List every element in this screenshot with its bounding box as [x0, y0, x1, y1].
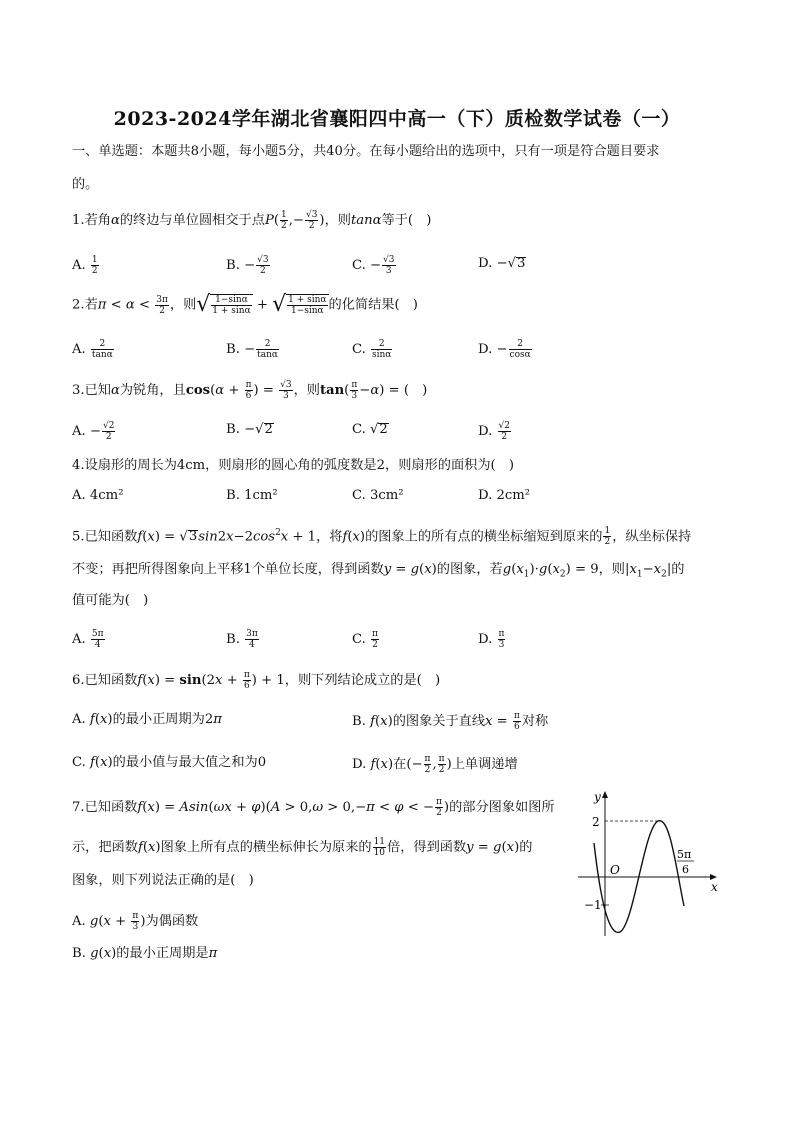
- q4-option-b[interactable]: B. 1cm²: [226, 488, 278, 503]
- q4-option-c[interactable]: C. 3cm²: [352, 488, 404, 503]
- q2-stem: 2.若π < α < $\frac{3\pi}{2}$ ，则√ $\frac{1-\sin\alpha}{1 + \sin\alpha}$ + √ $\frac{1 + \sin\alpha}{1-\sin\alpha}$ 的化简结果( ): [72, 292, 418, 317]
- tick-label-5pi-den: 6: [682, 863, 689, 876]
- q5-line1: 5.已知函数$f(x) = √3\sin 2x-2\cos^2x + 1$，将f(x)的图象上的所有点的横坐标缩短到原来的 $\frac{1}{2}$ ，纵坐标保持: [72, 526, 692, 548]
- q4-option-a[interactable]: A. 4cm²: [72, 488, 124, 503]
- q2-option-b[interactable]: B. − $\frac{2}{\tan\alpha}$: [226, 339, 278, 360]
- tick-label-2: 2: [592, 815, 600, 829]
- q7-option-b[interactable]: B. g(x)的最小正周期是π: [72, 946, 218, 961]
- q4-stem: 4.设扇形的周长为4cm，则扇形的圆心角的弧度数是2，则扇形的面积为( ): [72, 458, 514, 473]
- q2-option-d[interactable]: D. − $\frac{2}{\cos\alpha}$: [478, 339, 531, 360]
- q1-stem: 1.若角α的终边与单位圆相交于点P( $\frac{1}{2}$ ,− $\frac{√3}{2}$ )，则tanα等于( ): [72, 210, 432, 231]
- q5-option-d[interactable]: D. $\frac{\pi}{3}$: [478, 629, 505, 650]
- q7-line2: 示，把函数f(x)图象上所有点的横坐标伸长为原来的 $\frac{11}{10}$ 倍，得到函数y = g(x)的: [72, 837, 533, 858]
- q1-option-b[interactable]: B. − $\frac{√3}{2}$: [226, 255, 269, 276]
- page-title: 2023-2024学年湖北省襄阳四中高一（下）质检数学试卷（一）: [113, 108, 681, 130]
- q5-option-c[interactable]: C. $\frac{\pi}{2}$: [352, 629, 378, 650]
- q6-option-b[interactable]: B. f(x)的图象关于直线x = $\frac{\pi}{6}$ 对称: [352, 711, 549, 732]
- origin-label: O: [610, 863, 620, 877]
- q1-option-a[interactable]: A. $\frac{1}{2}$: [72, 255, 98, 276]
- q5-line2: 不变；再把所得图象向上平移1个单位长度，得到函数y = g(x)的图象，若$g(x_1)\cdot g(x_2) = 9$，则$|x_1-x_2|$的: [72, 562, 685, 580]
- y-axis-label: y: [594, 790, 601, 804]
- q3-option-b[interactable]: B. −√2: [226, 422, 273, 437]
- q1-option-d[interactable]: D. −√3: [478, 256, 526, 271]
- y-axis-arrow: [602, 791, 608, 798]
- q6-option-c[interactable]: C. f(x)的最小值与最大值之和为0: [72, 755, 267, 770]
- q2-option-a[interactable]: A. $\frac{2}{\tan\alpha}$: [72, 339, 113, 360]
- tick-label-neg1: −1: [584, 898, 602, 912]
- q1-option-c[interactable]: C. − $\frac{√3}{3}$: [352, 255, 395, 276]
- q3-option-d[interactable]: D. $\frac{√2}{2}$: [478, 421, 510, 442]
- q3-stem: 3.已知α为锐角，且cos(α + $\frac{\pi}{6}$ ) = $\frac{√3}{3}$ ，则tan( $\frac{\pi}{3}$ −α) = ( ): [72, 380, 428, 401]
- q5-option-a[interactable]: A. $\frac{5\pi}{4}$: [72, 629, 104, 650]
- q3-option-a[interactable]: A. − $\frac{√2}{2}$: [72, 421, 115, 442]
- q4-option-d[interactable]: D. 2cm²: [478, 488, 531, 503]
- q6-stem: 6.已知函数f(x) = sin(2x + $\frac{\pi}{6}$ ) + 1，则下列结论成立的是( ): [72, 670, 441, 691]
- q7-function-graph: [572, 788, 722, 938]
- q7-line3: 图象，则下列说法正确的是( ): [72, 873, 254, 888]
- q7-line1: 7.已知函数f(x) = Asin(ωx + φ)(A > 0,ω > 0,−π < φ < − $\frac{\pi}{2}$ )的部分图象如图所: [72, 797, 555, 818]
- q6-option-d[interactable]: D. f(x)在(− $\frac{\pi}{2}$ , $\frac{\pi}{2}$ )上单调递增: [352, 754, 518, 775]
- section-heading-line1: 一、单选题：本题共8小题，每小题5分，共40分。在每小题给出的选项中，只有一项是符合题目要求: [72, 144, 660, 159]
- q5-line3: 值可能为( ): [72, 593, 149, 608]
- tick-label-5pi-num: 5π: [677, 848, 692, 861]
- q5-option-b[interactable]: B. $\frac{3\pi}{4}$: [226, 629, 258, 650]
- section-heading-line2: 的。: [72, 177, 99, 192]
- q6-option-a[interactable]: A. f(x)的最小正周期为2π: [72, 712, 222, 727]
- q7-option-a[interactable]: A. g(x + $\frac{\pi}{3}$ )为偶函数: [72, 911, 199, 932]
- x-axis-label: x: [711, 880, 718, 894]
- q3-option-c[interactable]: C. √2: [352, 422, 388, 437]
- q2-option-c[interactable]: C. $\frac{2}{\sin\alpha}$: [352, 339, 392, 360]
